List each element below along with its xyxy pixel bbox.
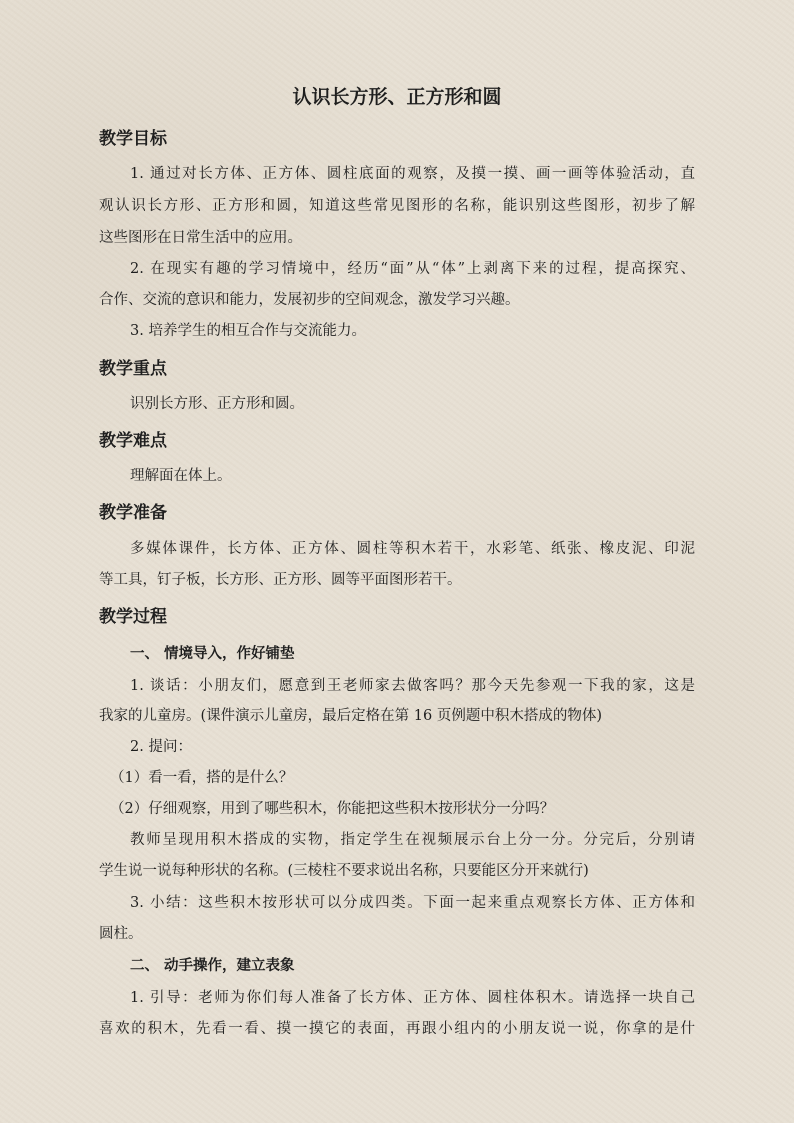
paragraph-line: 1. 通过对长方体、正方体、圆柱底面的观察，及摸一摸、画一画等体验活动，直	[130, 166, 695, 182]
paragraph-line: 识别长方形、正方形和圆。	[130, 396, 304, 412]
subsection-heading: 二、 动手操作，建立表象	[130, 957, 295, 974]
paragraph-line: 学生说一说每种形状的名称。(三棱柱不要求说出名称，只要能区分开来就行)	[99, 863, 589, 879]
paragraph-line: （1）看一看，搭的是什么？	[110, 770, 294, 786]
section-heading-preparation: 教学准备	[99, 503, 167, 523]
paragraph-line: 3. 小结：这些积木按形状可以分成四类。下面一起来重点观察长方体、正方体和	[130, 895, 695, 911]
paragraph-line: 喜欢的积木，先看一看、摸一摸它的表面，再跟小组内的小朋友说一说，你拿的是什	[99, 1021, 695, 1037]
paragraph-line: 3. 培养学生的相互合作与交流能力。	[130, 323, 366, 339]
section-heading-key-points: 教学重点	[99, 359, 167, 379]
paragraph-line: 2. 提问：	[130, 739, 192, 755]
section-heading-difficulties: 教学难点	[99, 431, 167, 451]
section-heading-process: 教学过程	[99, 607, 167, 627]
paragraph-line: 2. 在现实有趣的学习情境中，经历“面”从“体”上剥离下来的过程，提高探究、	[130, 261, 695, 277]
paragraph-line: 理解面在体上。	[130, 468, 232, 484]
section-heading-objectives: 教学目标	[99, 129, 167, 149]
paragraph-line: 1. 谈话：小朋友们，愿意到王老师家去做客吗？那今天先参观一下我的家，这是	[130, 678, 695, 694]
paragraph-line: 合作、交流的意识和能力，发展初步的空间观念，激发学习兴趣。	[99, 292, 520, 308]
paragraph-line: 我家的儿童房。(课件演示儿童房，最后定格在第 16 页例题中积木搭成的物体)	[99, 708, 602, 724]
subsection-heading: 一、 情境导入，作好铺垫	[130, 645, 295, 662]
paragraph-line: （2）仔细观察，用到了哪些积木，你能把这些积木按形状分一分吗？	[110, 801, 555, 817]
paragraph-line: 观认识长方形、正方形和圆，知道这些常见图形的名称，能识别这些图形，初步了解	[99, 198, 695, 214]
paragraph-line: 1. 引导：老师为你们每人准备了长方体、正方体、圆柱体积木。请选择一块自己	[130, 990, 695, 1006]
paragraph-line: 圆柱。	[99, 926, 143, 942]
paragraph-line: 等工具，钉子板，长方形、正方形、圆等平面图形若干。	[99, 572, 462, 588]
paragraph-line: 多媒体课件，长方体、正方体、圆柱等积木若干，水彩笔、纸张、橡皮泥、印泥	[130, 541, 695, 557]
paragraph-line: 这些图形在日常生活中的应用。	[99, 230, 302, 246]
document-title: 认识长方形、正方形和圆	[292, 86, 502, 108]
paragraph-line: 教师呈现用积木搭成的实物，指定学生在视频展示台上分一分。分完后，分别请	[130, 832, 695, 848]
